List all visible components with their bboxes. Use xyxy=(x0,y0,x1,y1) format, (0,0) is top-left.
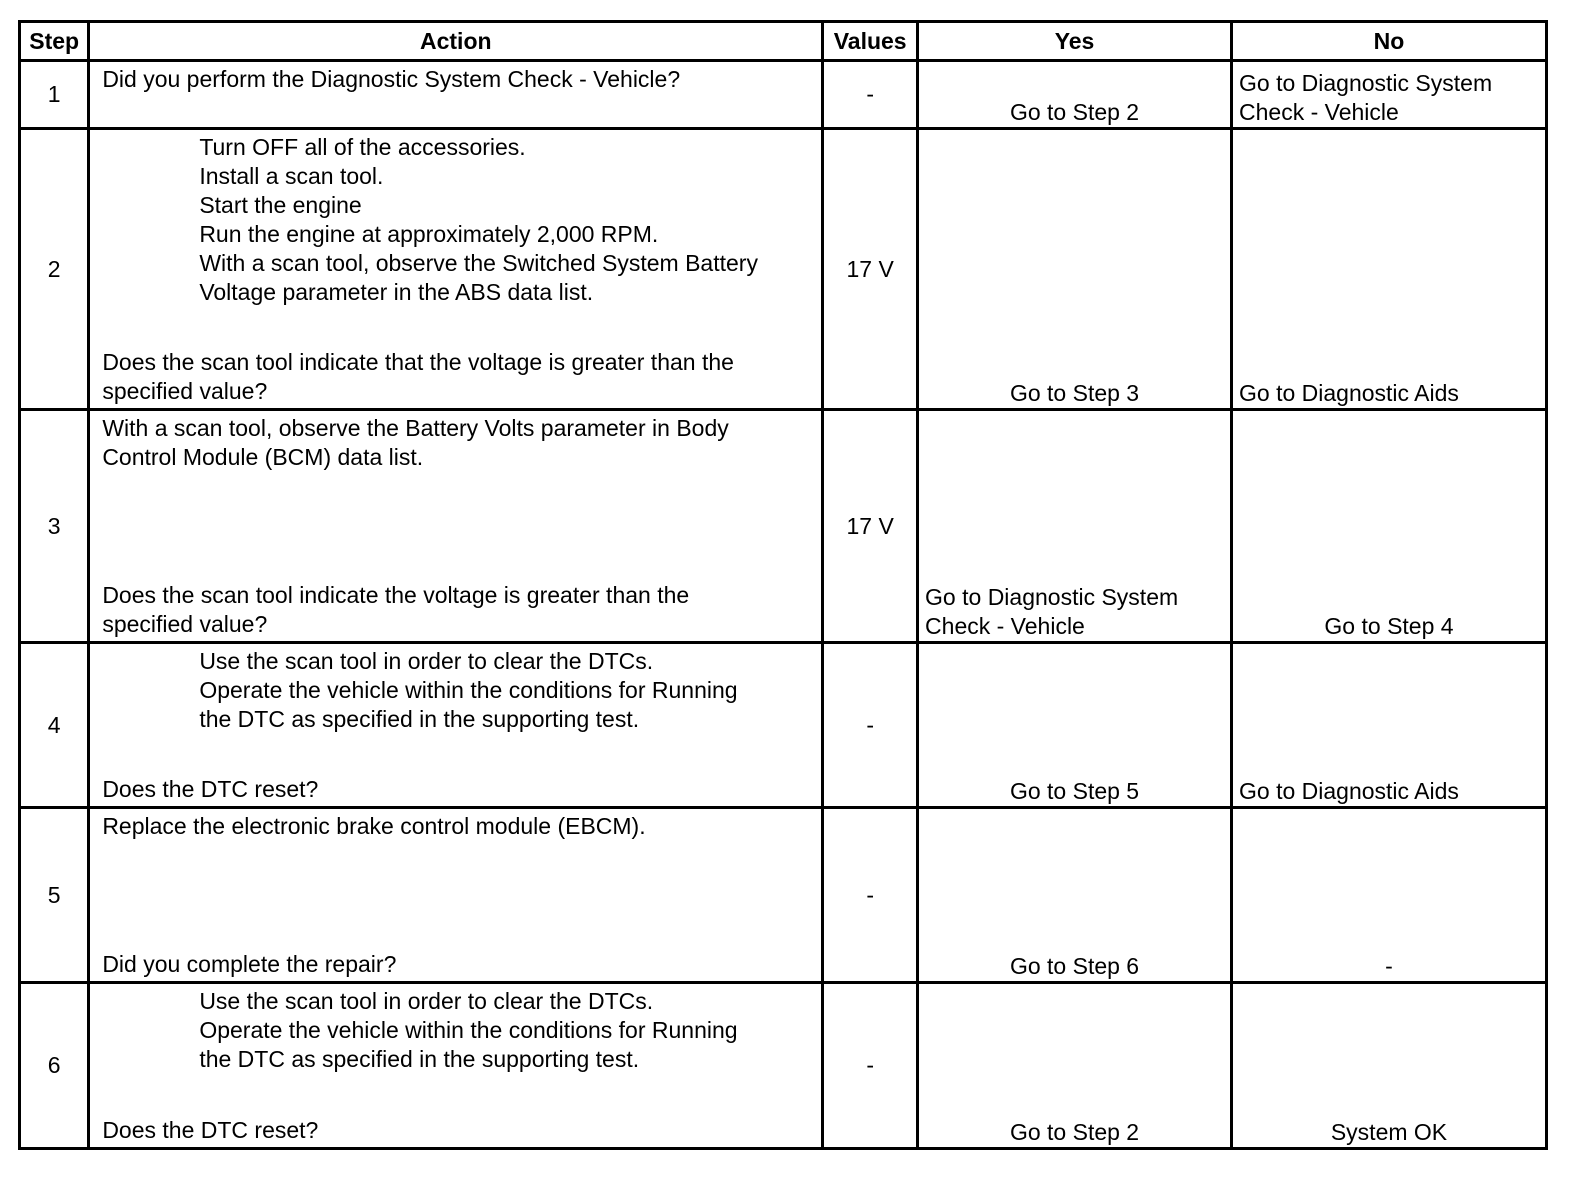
action-step: Operate the vehicle within the conditions for Running xyxy=(199,1017,738,1044)
action-question xyxy=(102,1116,809,1145)
diagnostic-table xyxy=(18,20,1548,1150)
value-cell: - xyxy=(823,983,918,1149)
action-step: the DTC as specified in the supporting test. xyxy=(199,706,640,733)
action-question xyxy=(102,775,809,804)
no-text: Go to Diagnostic Aids xyxy=(1239,379,1459,406)
yes-text: Go to Step 2 xyxy=(1009,1119,1140,1145)
step-number: 6 xyxy=(20,983,89,1149)
action-step: Use the scan tool in order to clear the DTCs. xyxy=(199,988,654,1015)
step-number: 2 xyxy=(20,129,89,410)
step-number: 3 xyxy=(20,409,89,642)
no-cell xyxy=(1232,983,1547,1149)
question-line: Does the DTC reset? xyxy=(102,1117,319,1143)
step-number: 5 xyxy=(20,808,89,983)
no-text: Go to Step 4 xyxy=(1324,613,1454,640)
value-cell: - xyxy=(823,808,918,983)
value-cell: - xyxy=(823,643,918,808)
question-line: Does the scan tool indicate that the voltage is greater than the xyxy=(102,348,734,375)
question-line: specified value? xyxy=(102,377,268,404)
header-row xyxy=(20,22,1547,61)
no-cell xyxy=(1232,409,1547,642)
no-text: - xyxy=(1385,953,1393,980)
action-text: Did you perform the Diagnostic System Check - Vehicle? xyxy=(102,66,681,92)
table-row xyxy=(20,808,1547,983)
yes-cell xyxy=(918,129,1232,410)
action-step: Operate the vehicle within the conditions for Running xyxy=(199,677,738,704)
step-number: 1 xyxy=(20,61,89,129)
action-text: With a scan tool, observe the Battery Volts parameter in Body xyxy=(102,414,729,441)
action-question xyxy=(102,581,809,639)
yes-text: Go to Step 5 xyxy=(1009,778,1140,805)
question-line: Does the DTC reset? xyxy=(102,776,319,803)
yes-text: Check - Vehicle xyxy=(925,613,1085,640)
yes-cell xyxy=(918,61,1232,129)
header-values: Values xyxy=(823,22,918,61)
no-text: Check - Vehicle xyxy=(1239,99,1399,126)
action-step-list xyxy=(102,647,809,734)
question-line: specified value? xyxy=(102,611,268,638)
table-row xyxy=(20,409,1547,642)
yes-text: Go to Step 2 xyxy=(1009,99,1140,126)
action-step: Run the engine at approximately 2,000 RPM. xyxy=(199,221,659,248)
action-cell xyxy=(89,808,823,983)
action-step: the DTC as specified in the supporting test. xyxy=(199,1046,640,1073)
question-line: Did you complete the repair? xyxy=(102,951,397,978)
yes-cell xyxy=(918,983,1232,1149)
action-cell xyxy=(89,129,823,410)
yes-text: Go to Diagnostic System xyxy=(925,584,1179,611)
no-text: Go to Diagnostic System xyxy=(1239,70,1493,97)
action-step-list xyxy=(102,133,809,307)
header-yes: Yes xyxy=(918,22,1232,61)
action-cell xyxy=(89,643,823,808)
action-step: Use the scan tool in order to clear the DTCs. xyxy=(199,648,654,675)
value-cell: - xyxy=(823,61,918,129)
yes-cell xyxy=(918,808,1232,983)
no-cell xyxy=(1232,643,1547,808)
value-cell: 17 V xyxy=(823,129,918,410)
action-step: Turn OFF all of the accessories. xyxy=(199,134,526,161)
table-row xyxy=(20,129,1547,410)
action-question xyxy=(102,950,809,979)
action-question xyxy=(102,348,809,406)
no-text: Go to Diagnostic Aids xyxy=(1239,778,1459,805)
yes-text: Go to Step 6 xyxy=(1009,953,1140,980)
action-text: Control Module (BCM) data list. xyxy=(102,443,424,470)
header-no: No xyxy=(1232,22,1547,61)
action-step: With a scan tool, observe the Switched System Battery xyxy=(199,250,758,277)
action-step: Install a scan tool. xyxy=(199,163,384,190)
action-cell xyxy=(89,61,823,129)
action-text: Replace the electronic brake control module (EBCM). xyxy=(102,813,646,840)
action-step: Voltage parameter in the ABS data list. xyxy=(199,279,594,306)
question-line: Does the scan tool indicate the voltage is greater than the xyxy=(102,582,690,609)
yes-cell xyxy=(918,409,1232,642)
no-cell xyxy=(1232,129,1547,410)
no-cell xyxy=(1232,808,1547,983)
value-cell: 17 V xyxy=(823,409,918,642)
no-cell xyxy=(1232,61,1547,129)
action-step-list xyxy=(102,987,809,1074)
table-row xyxy=(20,643,1547,808)
step-number: 4 xyxy=(20,643,89,808)
table-row xyxy=(20,61,1547,129)
action-cell xyxy=(89,409,823,642)
action-step: Start the engine xyxy=(199,192,362,219)
no-text: System OK xyxy=(1330,1119,1448,1145)
header-step: Step xyxy=(20,22,89,61)
yes-text: Go to Step 3 xyxy=(1009,379,1140,406)
table-row xyxy=(20,983,1547,1149)
yes-cell xyxy=(918,643,1232,808)
header-action: Action xyxy=(89,22,823,61)
action-cell xyxy=(89,983,823,1149)
